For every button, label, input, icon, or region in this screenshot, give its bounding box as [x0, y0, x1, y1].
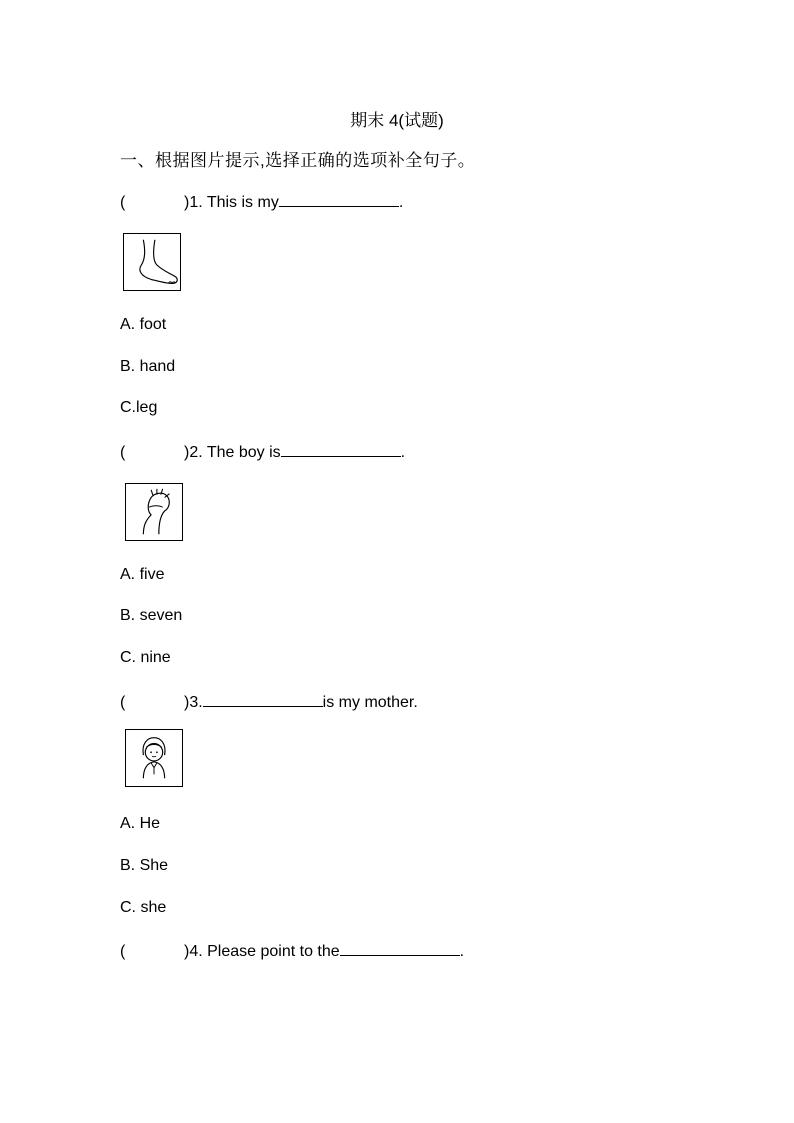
option-b[interactable]: B. She: [120, 857, 169, 874]
section-instruction: 一、根据图片提示,选择正确的选项补全句子。: [120, 151, 476, 170]
option-a[interactable]: A. foot: [120, 316, 167, 333]
question-text-before: )2. The boy is: [184, 444, 281, 461]
option-a[interactable]: A. He: [120, 815, 161, 832]
question-text-after: .: [459, 943, 465, 960]
option-c[interactable]: C.leg: [120, 399, 158, 416]
girl-icon: [125, 729, 183, 787]
option-b[interactable]: B. hand: [120, 358, 176, 375]
foot-icon: [123, 233, 181, 291]
option-a[interactable]: A. five: [120, 566, 165, 583]
option-b[interactable]: B. seven: [120, 607, 183, 624]
question-text-before: )3.: [184, 694, 203, 711]
option-c[interactable]: C. she: [120, 899, 167, 916]
answer-paren: (: [120, 943, 126, 960]
question-text-after: is my mother.: [322, 694, 418, 711]
answer-paren: (: [120, 694, 126, 711]
question-4: [120, 940, 464, 961]
hand-seven-icon: [125, 483, 183, 541]
fill-blank[interactable]: [340, 940, 460, 956]
fill-blank[interactable]: [279, 191, 399, 207]
answer-paren: (: [120, 444, 126, 461]
question-2: [120, 441, 405, 462]
question-1: [120, 191, 403, 212]
question-text-after: .: [400, 444, 406, 461]
question-text-before: )4. Please point to the: [184, 943, 340, 960]
question-3: [120, 691, 418, 712]
option-c[interactable]: C. nine: [120, 649, 171, 666]
fill-blank[interactable]: [203, 691, 323, 707]
question-text-before: )1. This is my: [184, 194, 279, 211]
question-text-after: .: [398, 194, 404, 211]
page-title: 期末 4(试题): [350, 111, 444, 130]
answer-paren: (: [120, 194, 126, 211]
fill-blank[interactable]: [281, 441, 401, 457]
